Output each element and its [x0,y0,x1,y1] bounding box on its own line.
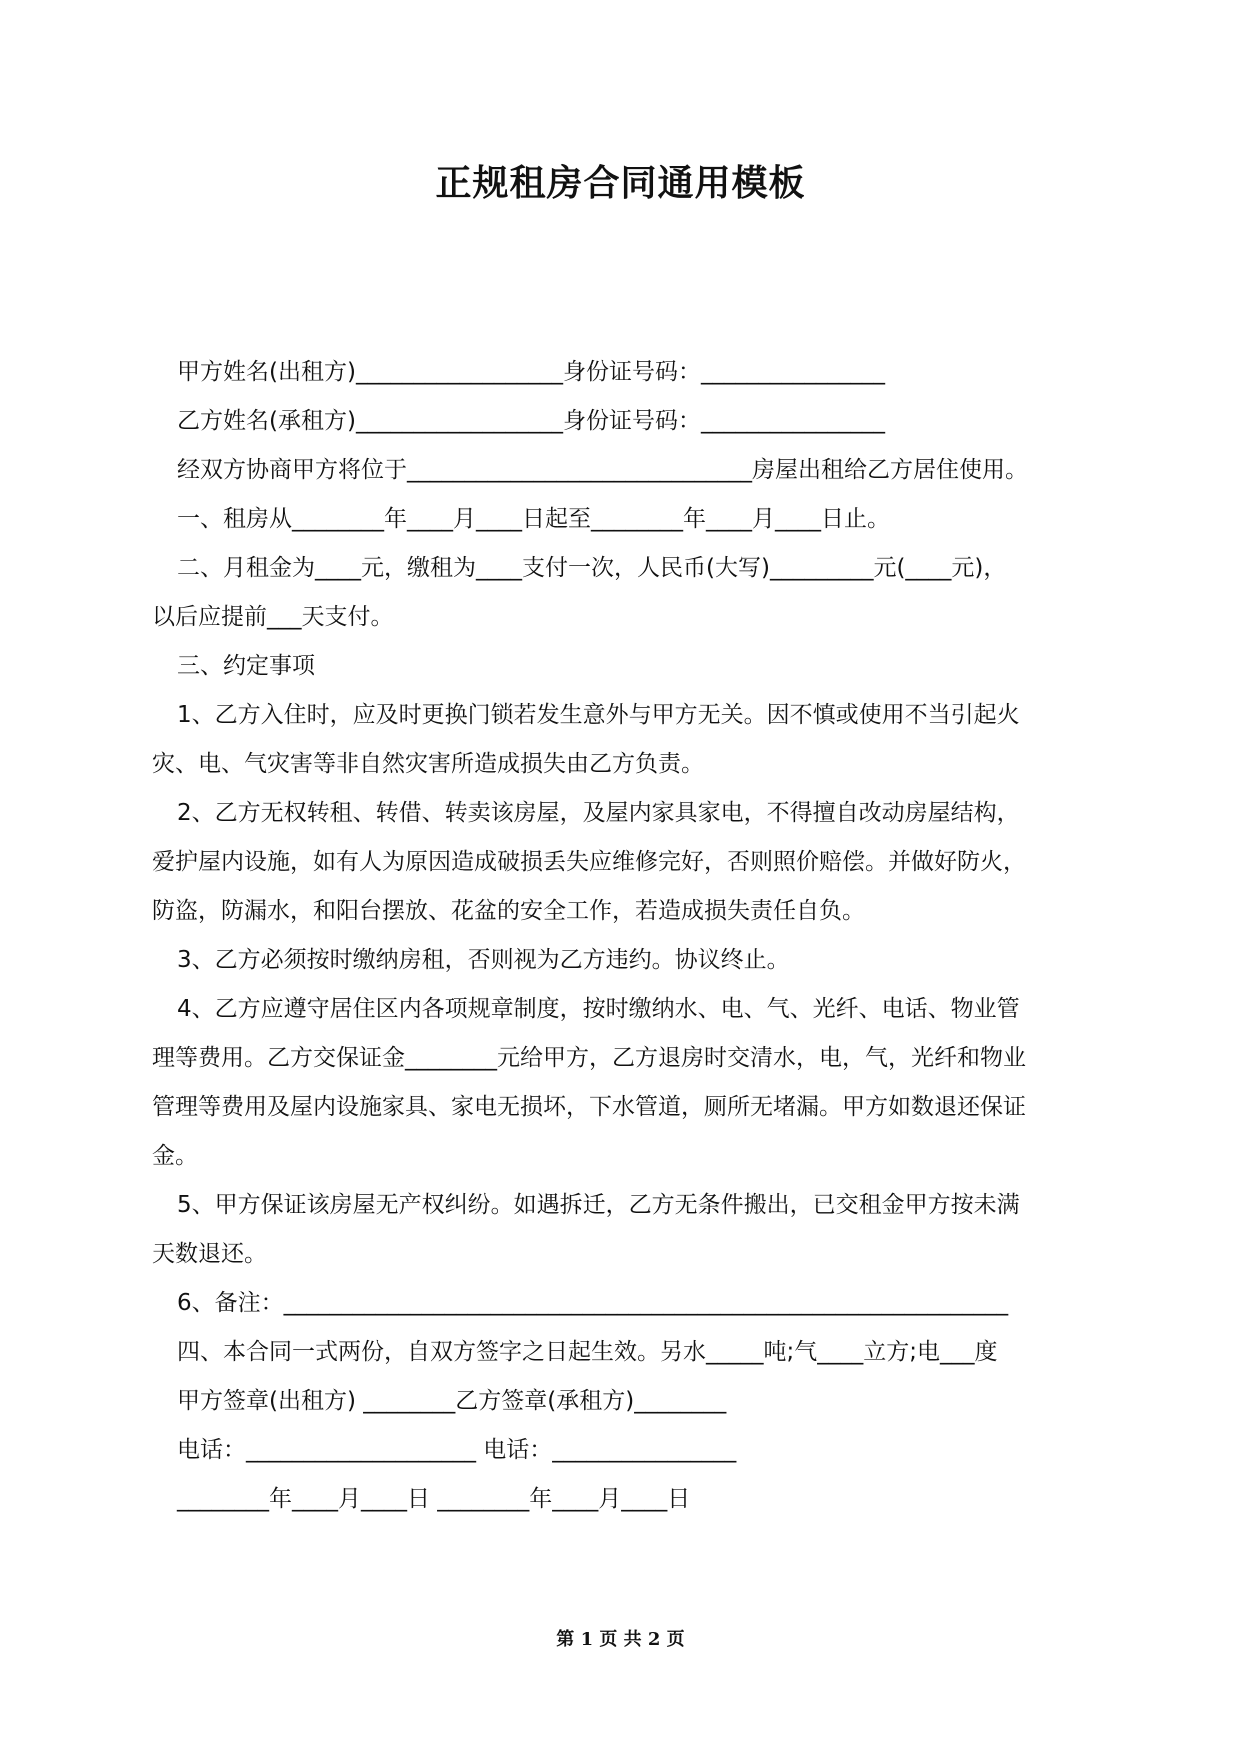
document-line: 二、月租金为____元，缴租为____支付一次，人民币(大写)_________元(____元)， [177,555,1007,581]
document-line: 天数退还。 [152,1241,267,1267]
document-line: 2、乙方无权转租、转借、转卖该房屋，及屋内家具家电，不得擅自改动房屋结构， [177,800,1020,826]
document-line: 以后应提前___天支付。 [152,604,394,630]
document-line: 甲方签章(出租方) ________乙方签章(承租方)________ [177,1388,727,1414]
document-body [152,348,1112,1524]
document-title: 正规租房合同通用模板 [435,163,806,204]
document-line: 4、乙方应遵守居住区内各项规章制度，按时缴纳水、电、气、光纤、电话、物业管 [177,996,1020,1022]
document-line: 爱护屋内设施，如有人为原因造成破损丢失应维修完好，否则照价赔偿。并做好防火， [152,849,1026,875]
document-line: 5、甲方保证该房屋无产权纠纷。如遇拆迁，乙方无条件搬出，已交租金甲方按未满 [177,1192,1020,1218]
document-line: 1、乙方入住时，应及时更换门锁若发生意外与甲方无关。因不慎或使用不当引起火 [177,702,1020,728]
document-line: 理等费用。乙方交保证金________元给甲方，乙方退房时交清水，电，气，光纤和物业 [152,1045,1026,1071]
page-footer: 第 1 页 共 2 页 [556,1629,685,1650]
document-line: 金。 [152,1143,198,1169]
document-line: 四、本合同一式两份，自双方签字之日起生效。另水_____吨;气____立方;电___度 [177,1339,998,1365]
document-line: 经双方协商甲方将位于______________________________房屋出租给乙方居住使用。 [177,457,1028,483]
document-line: 甲方姓名(出租方)__________________身份证号码：________________ [177,359,885,385]
document-line: 电话：____________________ 电话：________________ [177,1437,737,1463]
document-line: 6、备注：_______________________________________________________________ [177,1290,1009,1316]
document-line: 乙方姓名(承租方)__________________身份证号码：________________ [177,408,885,434]
document-line: 灾、电、气灾害等非自然灾害所造成损失由乙方负责。 [152,751,704,777]
document-line: 防盗，防漏水，和阳台摆放、花盆的安全工作，若造成损失责任自负。 [152,898,865,924]
document-line: 管理等费用及屋内设施家具、家电无损坏，下水管道，厕所无堵漏。甲方如数退还保证 [152,1094,1026,1120]
document-line: 3、乙方必须按时缴纳房租，否则视为乙方违约。协议终止。 [177,947,790,973]
document-line: 一、租房从________年____月____日起至________年____月____日止。 [177,506,890,532]
document-line: 三、约定事项 [177,653,315,679]
document-line: ________年____月____日 ________年____月____日 [177,1486,691,1512]
